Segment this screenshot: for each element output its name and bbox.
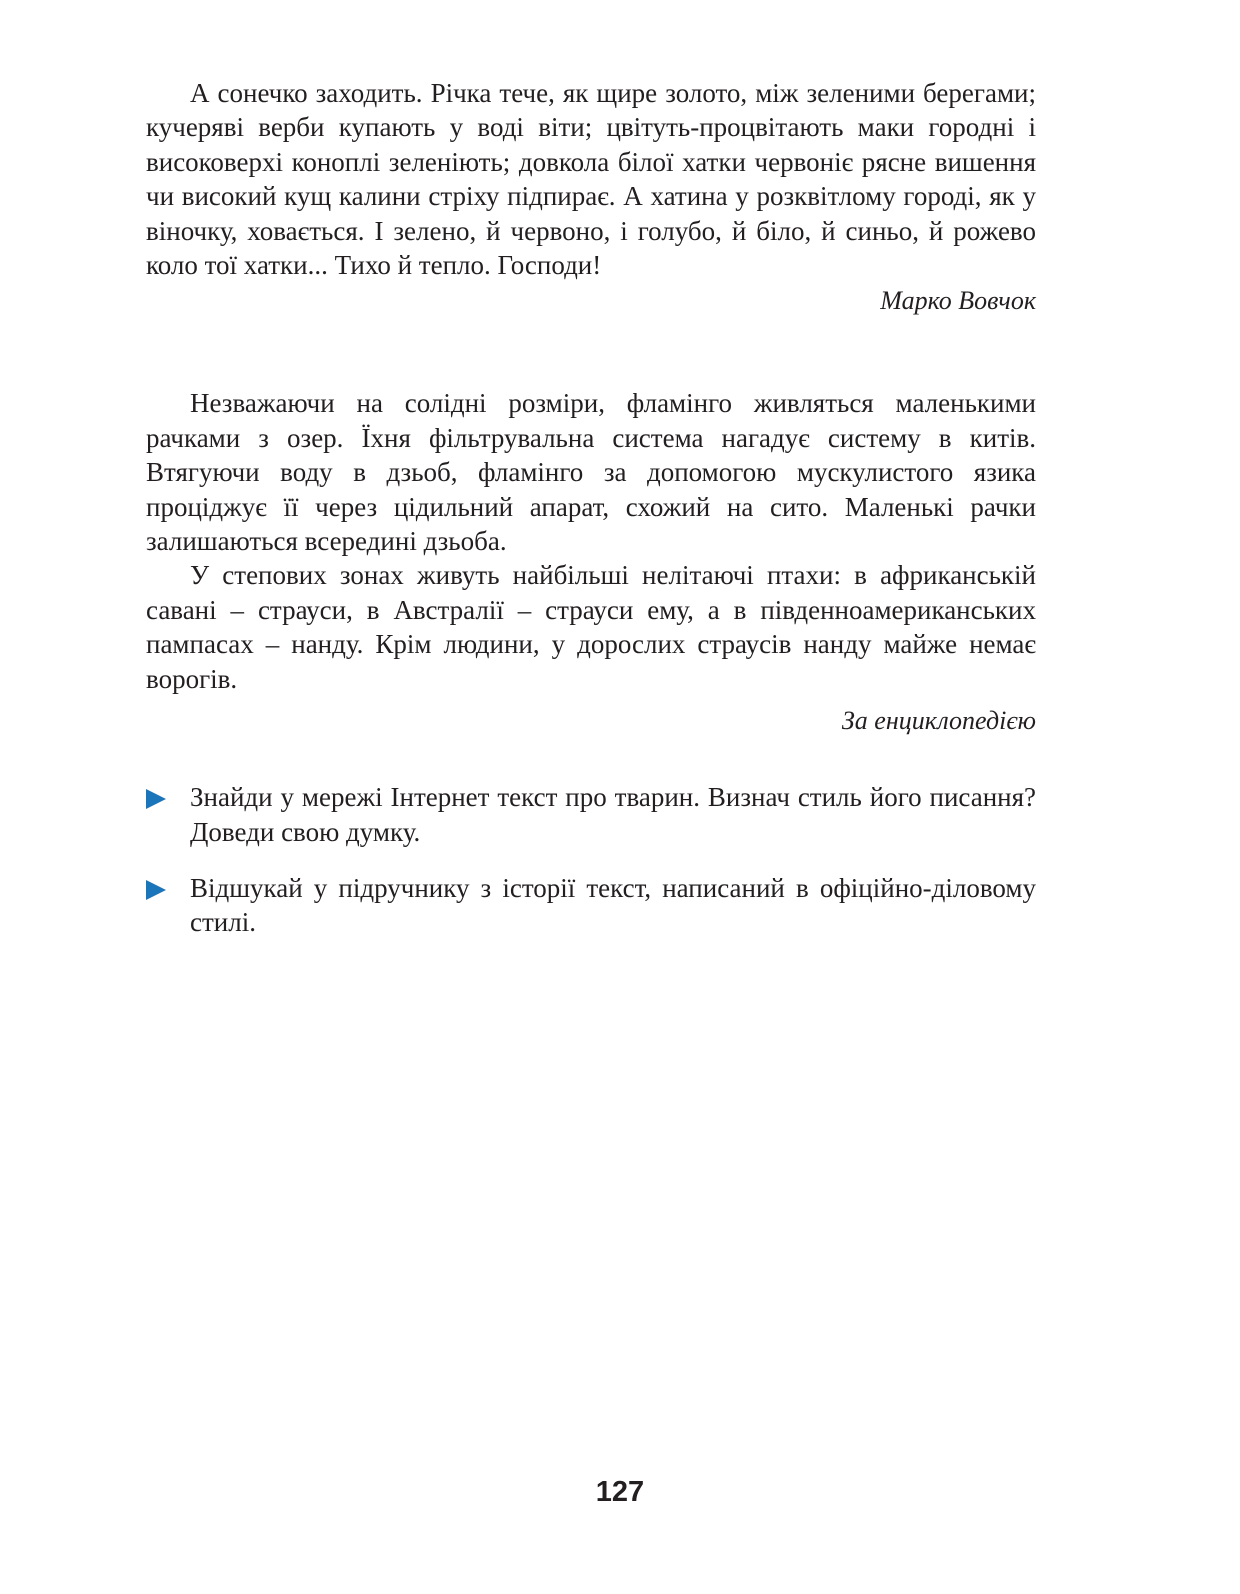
passage-literary-text: А сонечко заходить. Річка тече, як щире золото, між зеленими берегами; кучеряві верби купають у воді віти; цвітуть-процвітають маки городні і високоверхі коноплі зеленіють; довкола білої хатки червоніє рясне вишення чи високий кущ калини стріху підпирає. А хатина у розквітлому городі, як у віночку, ховається. І зелено, й червоно, і голубо, й біло, й синьо, й рожево коло тої хатки... Тихо й тепло. Господи! bbox=[146, 78, 1036, 281]
task-list bbox=[146, 780, 1036, 940]
page-content bbox=[146, 76, 1036, 962]
passage-encyclopedia-paragraph-1: Незважаючи на солідні розміри, фламінго живляться маленькими рачками з озер. Їхня фільтрувальна система нагадує систему в китів. Втягуючи воду в дзьоб, фламінго за допомогою мускулистого язика проціджує її через цідильний апарат, схожий на сито. Маленькі рачки залишаються всередині дзьоба. bbox=[146, 388, 1036, 557]
task-item-1 bbox=[146, 780, 1036, 849]
passage-literary bbox=[146, 76, 1036, 318]
arrow-right-icon bbox=[146, 789, 166, 809]
arrow-right-icon bbox=[146, 880, 166, 900]
passage-encyclopedia-source: За енциклопедією bbox=[841, 706, 1036, 736]
page-number: 127 bbox=[595, 1476, 645, 1508]
task-item-2-text: Відшукай у підручнику з історії текст, написаний в офіційно-діловому стилі. bbox=[190, 872, 1036, 938]
task-item-2 bbox=[146, 871, 1036, 940]
passage-encyclopedia bbox=[146, 386, 1036, 738]
passage-literary-author: Марко Вовчок bbox=[880, 286, 1036, 316]
passage-encyclopedia-paragraph-2: У степових зонах живуть найбільші нелітаючі птахи: в африканській савані – страуси, в Австралії – страуси ему, а в південноамериканських пампасах – нанду. Крім людини, у дорослих страусів нанду майже немає ворогів. bbox=[146, 560, 1036, 694]
task-item-1-text: Знайди у мережі Інтернет текст про тварин. Визнач стиль його писання? Доведи свою думку. bbox=[190, 782, 1036, 847]
